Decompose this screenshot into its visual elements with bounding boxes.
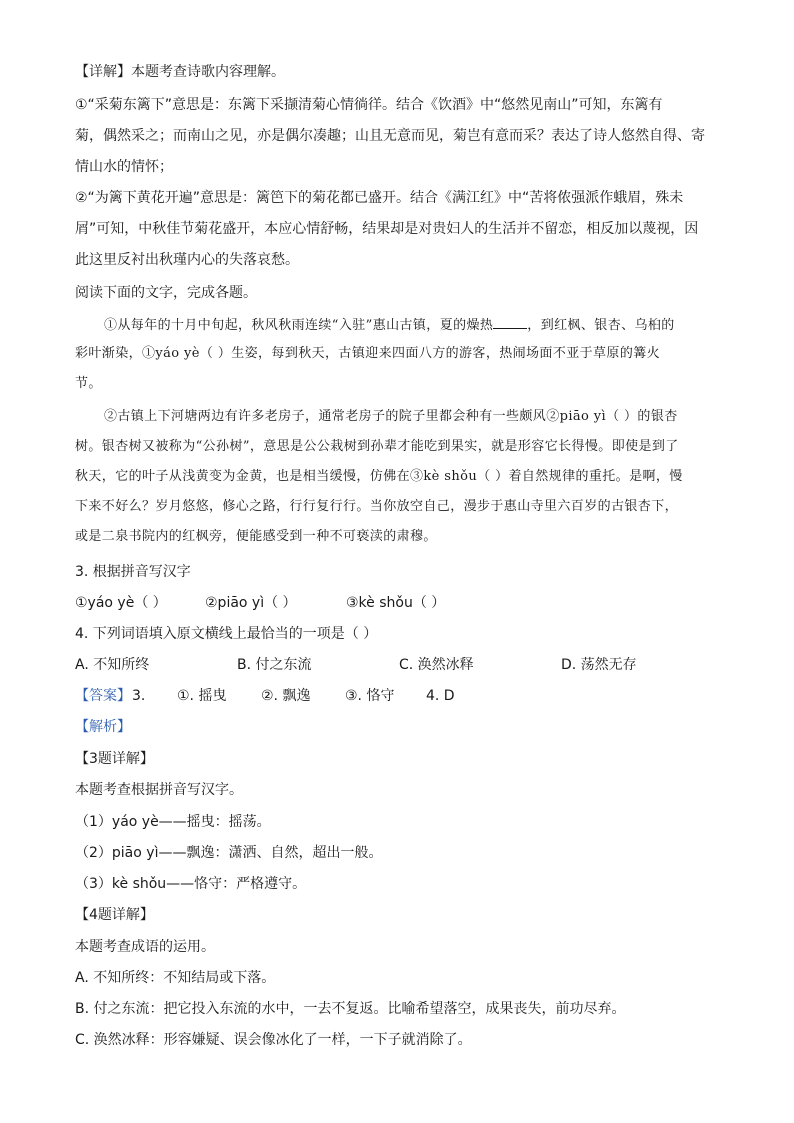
analysis-line-4: ②“为篱下黄花开遍”意思是：篱笆下的菊花都已盛开。结合《满江红》中“苦将侬强派作蛾眉，殊未 xyxy=(75,190,684,206)
answer-3-1: ①. 摇曳 xyxy=(177,688,227,704)
answer-label: 【答案】 xyxy=(75,688,131,704)
answer-3-3: ③. 恪守 xyxy=(345,688,395,704)
analysis-line-1: ①“采菊东篱下”意思是：东篱下采撷清菊心情徜徉。结合《饮酒》中“悠然见南山”可知，东篱有 xyxy=(75,97,663,113)
q4-option-a: A. 不知所终 xyxy=(75,657,150,673)
q4-detail-heading: 【4题详解】 xyxy=(75,907,154,923)
passage-p1-line-1 xyxy=(104,314,724,336)
passage-p2-line-3: 秋天，它的叶子从浅黄变为金黄，也是相当缓慢，仿佛在③kè shǒu（ ）着自然规律的重托。是啊，慢 xyxy=(75,469,683,484)
detail-heading: 【详解】本题考查诗歌内容理解。 xyxy=(75,64,285,80)
answer-4: 4. D xyxy=(426,688,455,704)
analysis-line-5: 屑”可知，中秋佳节菊花盛开，本应心情舒畅，结果却是对贵妇人的生活并不留恋，相反加以蔑视，因 xyxy=(75,221,699,237)
passage-text: ①从每年的十月中旬起，秋风秋雨连续“入驻”惠山古镇，夏的燥热 xyxy=(104,318,494,333)
analysis-line-6: 此这里反衬出秋瑾内心的失落哀愁。 xyxy=(75,252,299,268)
q4-option-c: C. 涣然冰释 xyxy=(399,657,474,673)
q3-detail-2: （2）piāo yì——飘逸：潇洒、自然，超出一般。 xyxy=(75,845,383,861)
q3-option-2: ②piāo yì（ ） xyxy=(205,595,297,611)
q3-option-1: ①yáo yè（ ） xyxy=(75,595,167,611)
answer-3-2: ②. 飘逸 xyxy=(261,688,311,704)
q3-detail-1: （1）yáo yè——摇曳：摇荡。 xyxy=(75,814,271,830)
passage-p2-line-2: 树。银杏树又被称为“公孙树”，意思是公公栽树到孙辈才能吃到果实，就是形容它长得慢。即使是到了 xyxy=(75,439,679,454)
analysis-line-2: 菊，偶然采之；而南山之见，亦是偶尔凑趣；山且无意而见，菊岂有意而采？表达了诗人悠然自得、寄 xyxy=(75,128,705,144)
answer-3-number: 3. xyxy=(132,688,146,704)
analysis-label: 【解析】 xyxy=(75,719,131,735)
passage-p2-line-1: ②古镇上下河塘两边有许多老房子，通常老房子的院子里都会种有一些颇风②piāo yì（ ）的银杏 xyxy=(104,409,678,424)
question-4: 4. 下列词语填入原文横线上最恰当的一项是（ ） xyxy=(75,626,378,642)
passage-p2-line-4: 下来不好么？岁月悠悠，修心之路，行行复行行。当你放空自己，漫步于惠山寺里六百岁的古银杏下， xyxy=(75,499,679,514)
q4-detail-b: B. 付之东流：把它投入东流的水中，一去不复返。比喻希望落空，成果丧失，前功尽弃。 xyxy=(75,1001,626,1017)
q4-detail-intro: 本题考查成语的运用。 xyxy=(75,939,215,955)
q4-detail-c: C. 涣然冰释：形容嫌疑、误会像冰化了一样，一下子就消除了。 xyxy=(75,1032,472,1048)
q3-detail-3: （3）kè shǒu——恪守：严格遵守。 xyxy=(75,876,307,892)
q3-detail-intro: 本题考查根据拼音写汉字。 xyxy=(75,782,243,798)
q3-option-3: ③kè shǒu（ ） xyxy=(346,595,446,611)
q4-option-b: B. 付之东流 xyxy=(237,657,312,673)
passage-p1-line-2: 彩叶渐染，①yáo yè（ ）生姿，每到秋天，古镇迎来四面八方的游客，热闹场面不亚于草原的篝火 xyxy=(75,346,661,361)
q4-option-d: D. 荡然无存 xyxy=(561,657,637,673)
q3-detail-heading: 【3题详解】 xyxy=(75,751,154,767)
q4-detail-a: A. 不知所终：不知结局或下落。 xyxy=(75,970,276,986)
analysis-line-3: 情山水的情怀； xyxy=(75,159,173,175)
reading-instruction: 阅读下面的文字，完成各题。 xyxy=(75,285,257,301)
passage-text: ，到红枫、银杏、乌桕的 xyxy=(527,318,675,333)
passage-p2-line-5: 或是二泉书院内的红枫旁，便能感受到一种不可亵渎的肃穆。 xyxy=(75,529,437,544)
passage-p1-line-3: 节。 xyxy=(75,376,102,391)
fill-blank xyxy=(493,314,527,329)
question-3: 3. 根据拼音写汉字 xyxy=(75,564,191,580)
